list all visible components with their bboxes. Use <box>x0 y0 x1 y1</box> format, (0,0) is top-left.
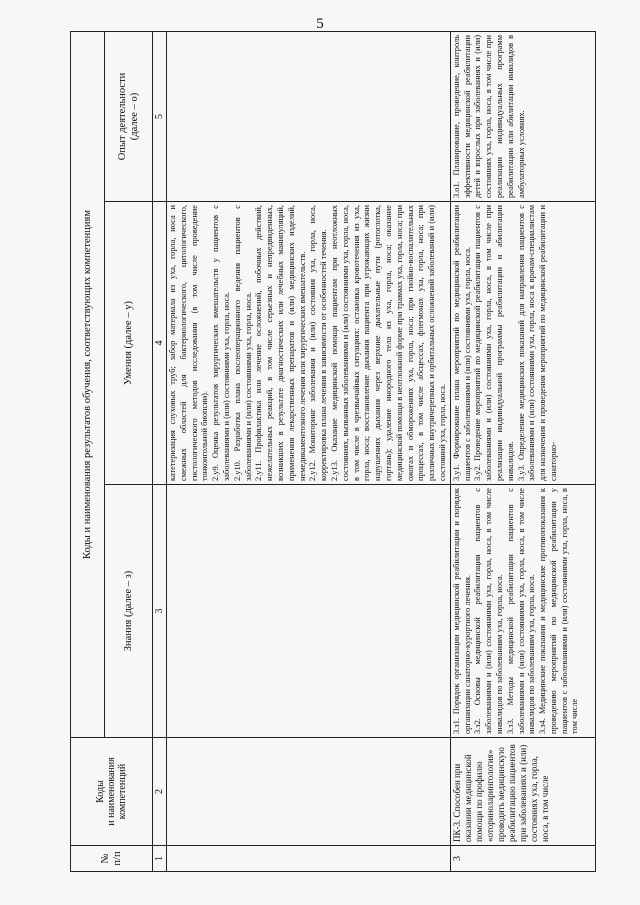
skills-cell <box>450 202 595 485</box>
table-row <box>167 31 451 871</box>
skill-item: 3.у2. Проведение мероприятий по медицинской реабилитации пациентов с заболеваниями и (или) состояниями уха, горла, носа, в том числе при реализации индивидуальной программы реабилитации и абилитации инвалидов. <box>473 205 515 481</box>
skill-item: 2.у12. Мониторинг заболевания и (или) состояния уха, горла, носа, корректировка плана лечения в зависимости от особенностей течения. <box>308 205 329 481</box>
column-index: 5 <box>153 31 167 201</box>
empty-cell <box>167 738 451 846</box>
empty-cell <box>167 31 451 201</box>
knowledge-cell <box>450 485 595 738</box>
column-index: 1 <box>153 846 167 872</box>
header-skills: Умения (далее – у) <box>105 202 153 485</box>
column-index: 2 <box>153 738 167 846</box>
header-knowledge: Знания (далее – з) <box>105 485 153 738</box>
skill-item: 2.у10. Разработка плана послеоперационного ведения пациентов с заболеваниями и (или) состояниями уха, горла, носа. <box>232 205 253 481</box>
knowledge-item: 3.з1. Порядок организации медицинской реабилитации и порядок организации санаторно-курортного лечения. <box>451 488 472 734</box>
header-codes: Коды и наименования компетенций <box>71 738 153 846</box>
page-number: 5 <box>316 16 324 32</box>
skill-item: 2.у9. Оценка результатов хирургических вмешательств у пациентов с заболеваниями и (или) состояниями уха, горла, носа. <box>211 205 231 481</box>
competency-code: ПК-3. Способен при оказании медицинской помощи по профилю «оториноларингология» проводить медицинскую реабилитацию пациентов при заболеваниях и (или) состояниях уха, горла, носа, в том числе <box>450 738 595 846</box>
empty-cell <box>167 485 451 738</box>
skill-item: катетеризация слуховых труб; забор материала из уха, горла, носа и смежных областей для бактериологического, цитологического, гистологического методов исследования (в том числе проведение тонкоигольной биопсии). <box>168 205 210 481</box>
header-experience: Опыт деятельности (далее – о) <box>105 31 153 201</box>
rotated-competency-table <box>70 32 580 872</box>
empty-cell <box>167 846 451 872</box>
competency-table <box>70 31 596 872</box>
skill-item: 3.у1. Формирование плана мероприятий по медицинской реабилитации пациентов с заболеваниями и (или) состояниями уха, горла, носа. <box>451 205 472 481</box>
experience-cell: 3.о1. Планирование, проведение, контроль эффективности медицинской реабилитации детей и взрослых при заболеваниях и (или) состояниях уха, горла, носа, в том числе при реализации индивидуальных программ реабилитации или абилитации инвалидов в амбулаторных условиях. <box>450 31 595 201</box>
header-results-group: Коды и наименования результатов обучения, соответствующих компетенциям <box>71 31 105 737</box>
skill-item: 2.у11. Профилактика или лечение осложнений, побочных действий, нежелательных реакций, в том числе серьезных и непредвиденных, возникших в результате диагностических или лечебных манипуляций, применения лекарственных препаратов и (или) медицинских изделий, немедикаментозного лечения или хирургических вмешательств. <box>254 205 307 481</box>
row-number: 3 <box>450 846 595 872</box>
knowledge-item: 3.з2. Основы медицинской реабилитации пациентов с заболеваниями и (или) состояниями уха, горла, носа, в том числе инвалидов по заболеваниям уха, горла, носа. <box>473 488 504 734</box>
skill-item: 2.у13. Оказание медицинской помощи пациентам при неотложных состояниях, вызванных заболеваниями и (или) состояниями уха, горла, носа, в том числе в чрезвычайных ситуациях: остановка кровотечения из уха, горла, носа; восстановление дыхания пациента при угрожающих жизни нарушениях дыхания через верхние дыхательные пути (ротоглотка, гортань); удаление инородного тела из уха, горла, носа; оказание медицинской помощи в неотложной форме при травмах уха, горла, носа; при ожогах и обморожениях уха, горла, носа; при гнойно-воспалительных процессах, в том числе абсцессах, флегмонах уха, горла, носа; при различных внутричерепных и орбитальных осложнений заболеваний и (или) состояний уха, горла, носа. <box>329 205 447 481</box>
table-row <box>450 31 595 871</box>
header-number: № п/п <box>71 846 153 872</box>
skill-item: 3.у3. Определение медицинских показаний для направления пациентов с заболеваниями и (или) состояниями уха, горла, носа к врачам-специалистам для назначения и проведения мероприятий по медицинской реабилитации и санаторно- <box>516 205 558 481</box>
knowledge-item: 3.з3. Методы медицинской реабилитации пациентов с заболеваниями и (или) состояниями уха, горла, носа, в том числе инвалидов по заболеваниям уха, горла, носа. <box>505 488 537 734</box>
skills-cell <box>167 202 451 485</box>
knowledge-item: 3.з4. Медицинские показания и медицинские противопоказания к проведению мероприятий по медицинской реабилитации у пациентов с заболеваниями и (или) состояниями уха, горла, носа, в том числе <box>538 488 580 734</box>
column-index: 4 <box>153 202 167 485</box>
column-index: 3 <box>153 485 167 738</box>
